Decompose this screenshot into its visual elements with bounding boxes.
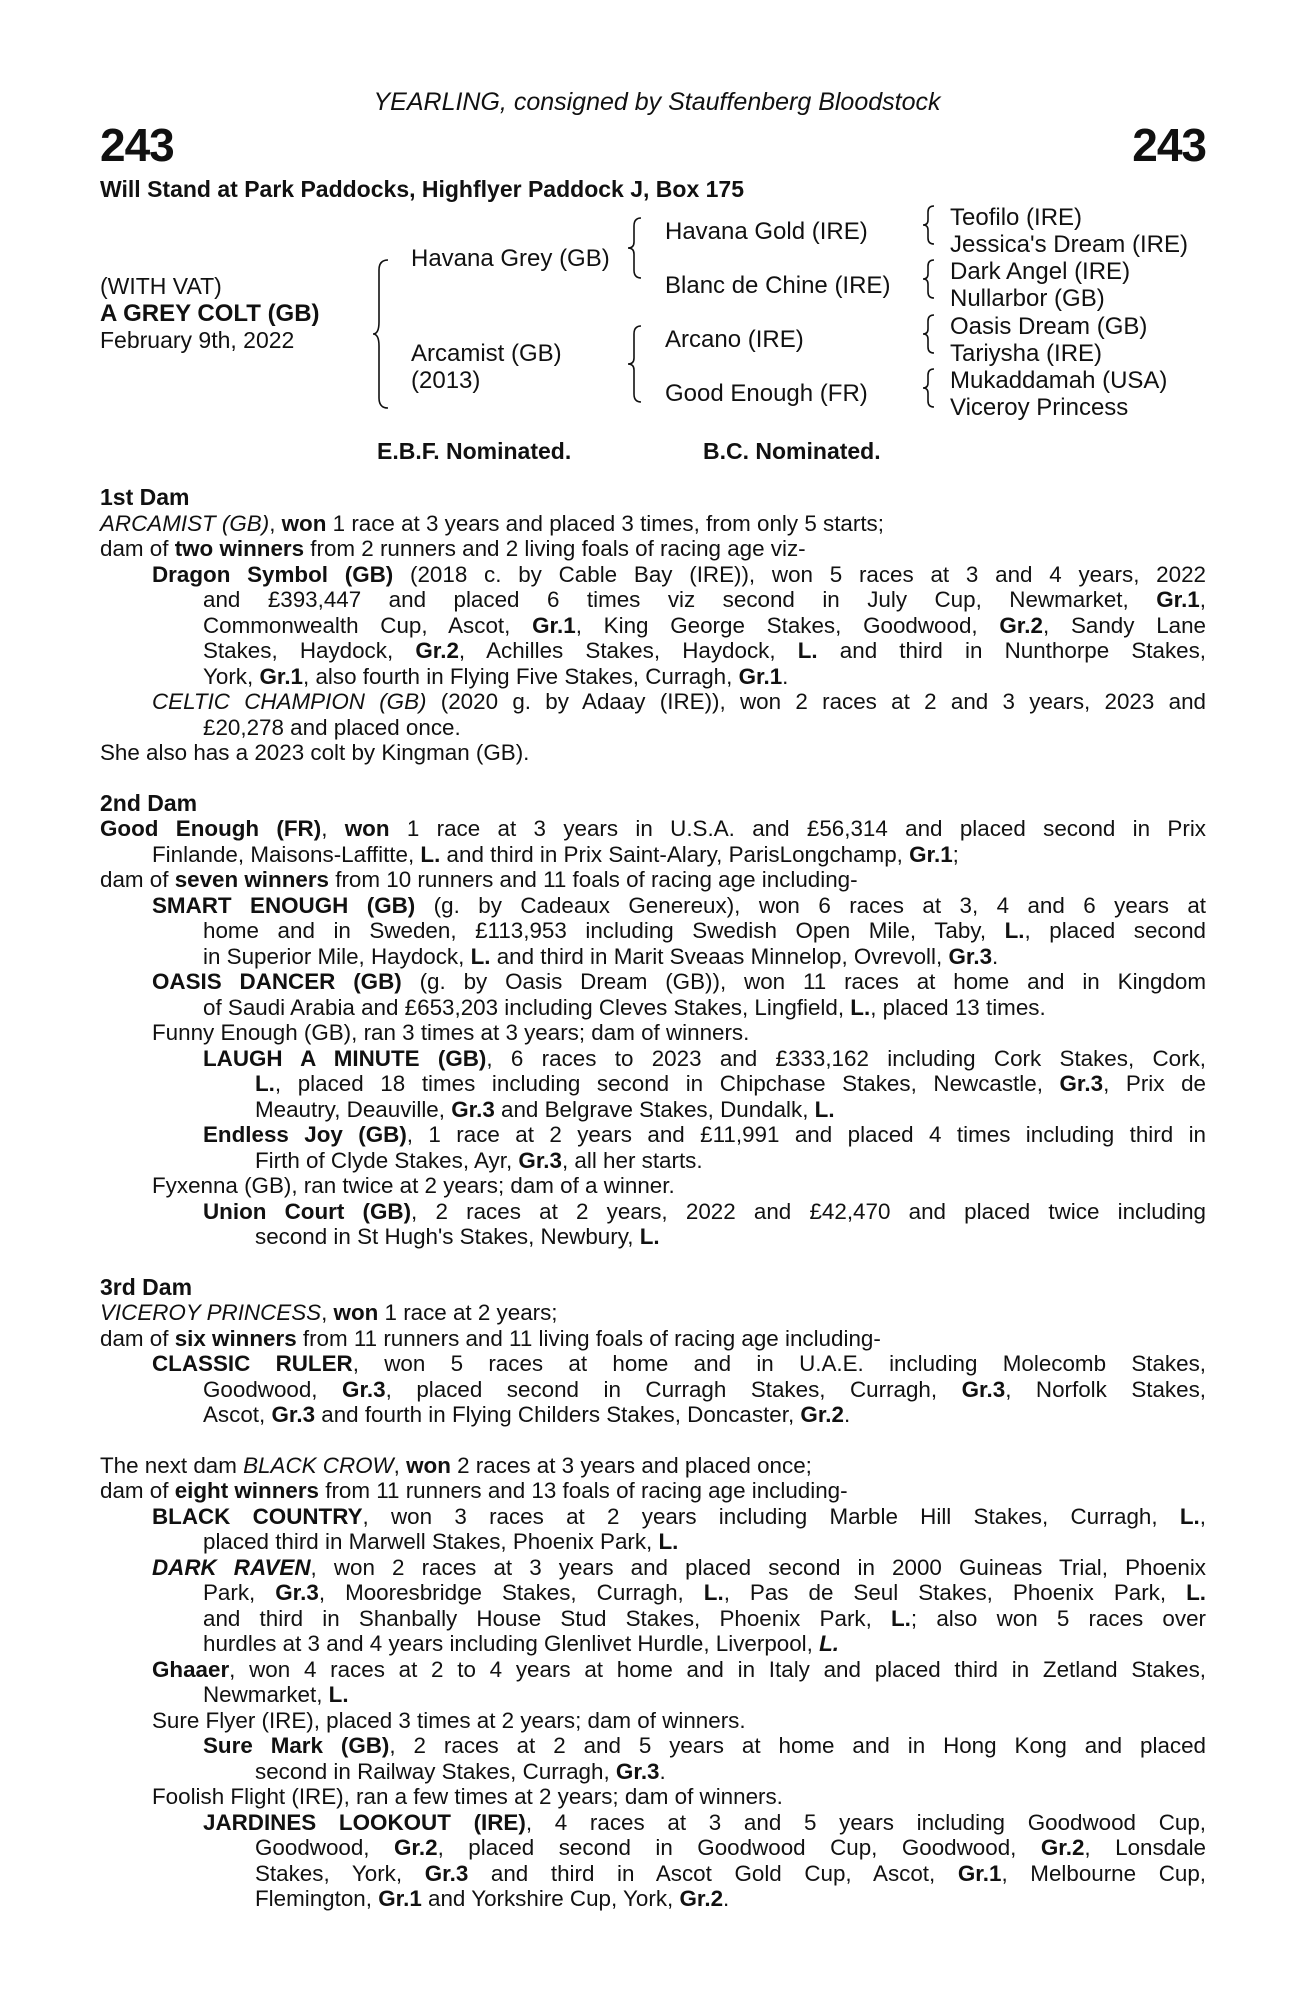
horse-name: A GREY COLT (GB) xyxy=(100,300,320,327)
vat-label: (WITH VAT) xyxy=(100,273,222,299)
pedigree-dds: Mukaddamah (USA) xyxy=(950,367,1168,394)
pedigree-sss: Teofilo (IRE) xyxy=(950,204,1083,231)
third-dam-heading: 3rd Dam xyxy=(100,1273,193,1300)
stand-location: Will Stand at Park Paddocks, Highflyer Paddock J, Box 175 xyxy=(100,176,744,202)
pedigree-dsd: Tariysha (IRE) xyxy=(950,340,1103,367)
second-dam-section: Good Enough (FR), won 1 race at 3 years in U.S.A. and £56,314 and placed second in Prix Finlande, Maisons-Laffitte, L. and third in Prix Saint-Alary, ParisLongchamp, Gr.1; dam of seven winners from 10 runners and 11 foals of racing age including- SMART ENOUGH (GB) (g. by Cadeaux Genereux), won 6 races at 3, 4 and 6 years at home and in Sweden, £113,953 including Swedish Open Mile, Taby, L., placed second in Superior Mile, Haydock, L. and third in Marit Sveaas Minnelop, Ovrevoll, Gr.3. OASIS DANCER (GB) (g. by Oasis Dream (GB)), won 11 races at home and in Kingdom of Saudi Arabia and £653,203 including Cleves Stakes, Lingfield, L., placed 13 times. Funny Enough (GB), ran 3 times at 3 years; dam of winners. LAUGH A MINUTE (GB), 6 races to 2023 and £333,162 including Cork Stakes, Cork, L., placed 18 times including second in Chipchase Stakes, Newcastle, Gr.3, Prix de Meautry, Deauville, Gr.3 and Belgrave Stakes, Dundalk, L. Endless Joy (GB), 1 race at 2 years and £11,991 and placed 4 times including third in Firth of Clyde Stakes, Ayr, Gr.3, all her starts. Fyxenna (GB), ran twice at 2 years; dam of a winner. Union Court (GB), 2 races at 2 years, 2022 and £42,470 and placed twice including second in St Hugh's Stakes, Newbury, L. xyxy=(100,816,1206,1249)
pedigree-sdd: Nullarbor (GB) xyxy=(950,285,1105,312)
second-dam-heading: 2nd Dam xyxy=(100,789,198,816)
pedigree-bracket-dd xyxy=(922,367,938,409)
pedigree-bracket-gen1 xyxy=(372,258,392,410)
pedigree-dam-sire: Arcano (IRE) xyxy=(665,326,804,353)
pedigree-dam-dam: Good Enough (FR) xyxy=(665,380,868,407)
ebf-nomination: E.B.F. Nominated. xyxy=(377,438,572,464)
lot-subtitle: YEARLING, consigned by Stauffenberg Bloodstock xyxy=(373,88,941,116)
pedigree-bracket-sd xyxy=(922,258,938,300)
pedigree-bracket-sire xyxy=(627,216,647,280)
pedigree-dam: Arcamist (GB) xyxy=(411,340,562,367)
lot-number-right: 243 xyxy=(1132,119,1206,171)
pedigree-sds: Dark Angel (IRE) xyxy=(950,258,1131,285)
pedigree-ddd: Viceroy Princess xyxy=(950,394,1129,421)
pedigree-bracket-dam xyxy=(627,324,647,404)
pedigree-ssd: Jessica's Dream (IRE) xyxy=(950,231,1188,258)
pedigree-bracket-ss xyxy=(922,204,938,246)
bc-nomination: B.C. Nominated. xyxy=(703,438,881,464)
pedigree-sire-sire: Havana Gold (IRE) xyxy=(665,218,868,245)
first-dam-section: ARCAMIST (GB), won 1 race at 3 years and placed 3 times, from only 5 starts; dam of two winners from 2 runners and 2 living foals of racing age viz- Dragon Symbol (GB) (2018 c. by Cable Bay (IRE)), won 5 races at 3 and 4 years, 2022 and £393,447 and placed 6 times viz second in July Cup, Newmarket, Gr.1, Commonwealth Cup, Ascot, Gr.1, King George Stakes, Goodwood, Gr.2, Sandy Lane Stakes, Haydock, Gr.2, Achilles Stakes, Haydock, L. and third in Nunthorpe Stakes, York, Gr.1, also fourth in Flying Five Stakes, Curragh, Gr.1. CELTIC CHAMPION (GB) (2020 g. by Adaay (IRE)), won 2 races at 2 and 3 years, 2023 and £20,278 and placed once. She also has a 2023 colt by Kingman (GB). xyxy=(100,510,1207,765)
pedigree-dam-year: (2013) xyxy=(411,367,481,394)
pedigree-sire: Havana Grey (GB) xyxy=(411,245,610,272)
lot-number-left: 243 xyxy=(100,119,174,171)
third-dam-section: VICEROY PRINCESS, won 1 race at 2 years; dam of six winners from 11 runners and 11 living foals of racing age including- CLASSIC RULER, won 5 races at home and in U.A.E. including Molecomb Stakes, Goodwood, Gr.3, placed second in Curragh Stakes, Curragh, Gr.3, Norfolk Stakes, Ascot, Gr.3 and fourth in Flying Childers Stakes, Doncaster, Gr.2. xyxy=(100,1300,1206,1427)
first-dam-heading: 1st Dam xyxy=(100,484,190,510)
foaling-date: February 9th, 2022 xyxy=(100,327,295,353)
pedigree-dss: Oasis Dream (GB) xyxy=(950,313,1148,340)
next-dam-section: The next dam BLACK CROW, won 2 races at 3 years and placed once; dam of eight winners from 11 runners and 13 foals of racing age including- BLACK COUNTRY, won 3 races at 2 years including Marble Hill Stakes, Curragh, L., placed third in Marwell Stakes, Phoenix Park, L. DARK RAVEN, won 2 races at 3 years and placed second in 2000 Guineas Trial, Phoenix Park, Gr.3, Mooresbridge Stakes, Curragh, L., Pas de Seul Stakes, Phoenix Park, L. and third in Shanbally House Stud Stakes, Phoenix Park, L.; also won 5 races over hurdles at 3 and 4 years including Glenlivet Hurdle, Liverpool, L. Ghaaer, won 4 races at 2 to 4 years at home and in Italy and placed third in Zetland Stakes, Newmarket, L. Sure Flyer (IRE), placed 3 times at 2 years; dam of winners. Sure Mark (GB), 2 races at 2 and 5 years at home and in Hong Kong and placed second in Railway Stakes, Curragh, Gr.3. Foolish Flight (IRE), ran a few times at 2 years; dam of winners. JARDINES LOOKOUT (IRE), 4 races at 3 and 5 years including Goodwood Cup, Goodwood, Gr.2, placed second in Goodwood Cup, Goodwood, Gr.2, Lonsdale Stakes, York, Gr.3 and third in Ascot Gold Cup, Ascot, Gr.1, Melbourne Cup, Flemington, Gr.1 and Yorkshire Cup, York, Gr.2. xyxy=(100,1452,1207,1911)
catalogue-body xyxy=(100,485,1206,1912)
pedigree-bracket-ds xyxy=(922,313,938,355)
pedigree-sire-dam: Blanc de Chine (IRE) xyxy=(665,272,891,299)
